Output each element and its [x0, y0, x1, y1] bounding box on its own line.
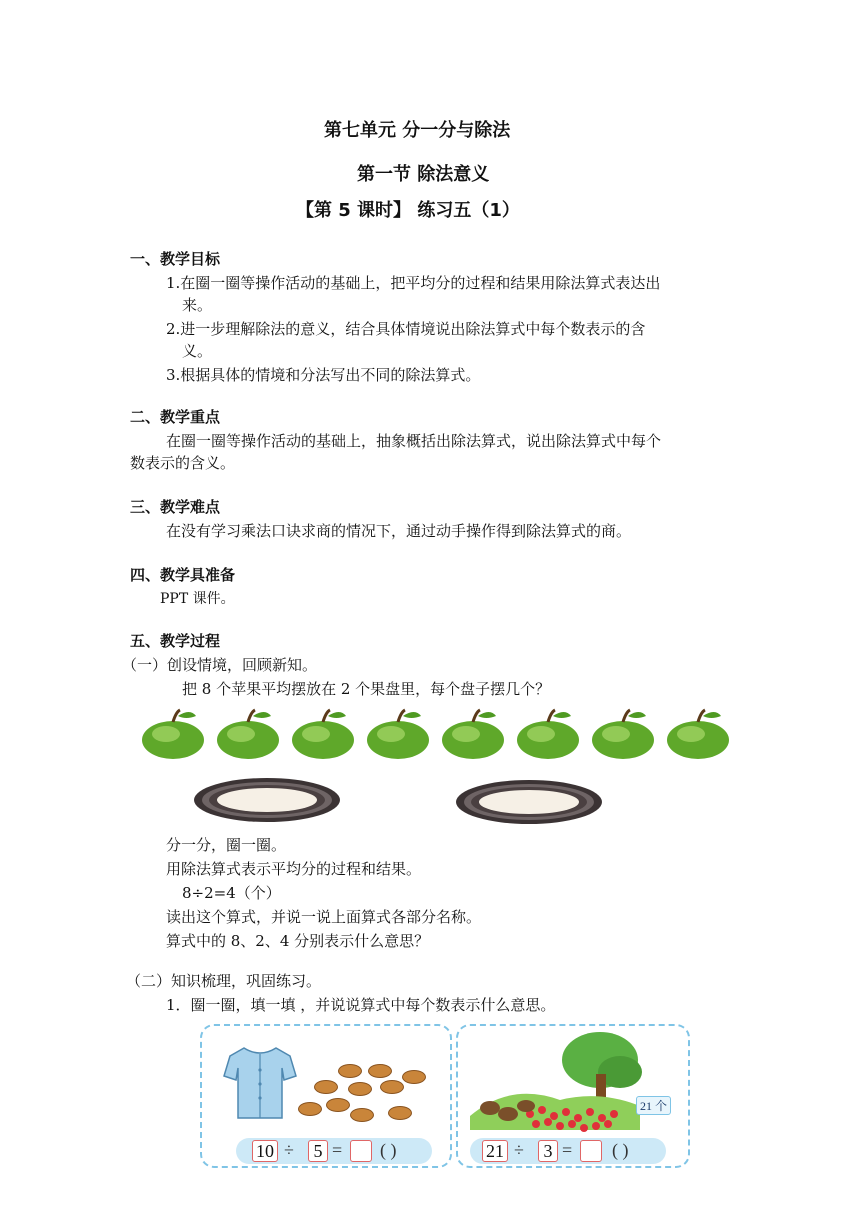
- lesson-title: 【第 5 课时】 练习五（1）: [296, 200, 520, 221]
- materials-text: PPT 课件。: [160, 591, 235, 607]
- process-heading: 五、教学过程: [130, 632, 221, 650]
- coin-icon: [350, 1108, 374, 1122]
- part2-title: （二）知识梳理，巩固练习。: [126, 972, 322, 990]
- unit-parentheses: ( ): [380, 1140, 397, 1160]
- part1-line: 用除法算式表示平均分的过程和结果。: [166, 860, 422, 878]
- apple-icon: [215, 706, 281, 760]
- materials-heading: 四、教学具准备: [130, 566, 236, 584]
- goal-item: 义。: [182, 342, 213, 360]
- coin-icon: [388, 1106, 412, 1120]
- coin-icon: [314, 1080, 338, 1094]
- dividend-box: 21: [482, 1140, 508, 1162]
- part1-line: 读出这个算式，并说一说上面算式各部分名称。: [166, 908, 482, 926]
- part1-line: 分一分，圈一圈。: [166, 836, 287, 854]
- unit-title: 第七单元 分一分与除法: [324, 120, 511, 141]
- part1-question: 把 8 个苹果平均摆放在 2 个果盘里，每个盘子摆几个？: [182, 680, 551, 698]
- dividend-box: 10: [252, 1140, 278, 1162]
- apple-icon: [440, 706, 506, 760]
- key-points-heading: 二、教学重点: [130, 408, 221, 426]
- coins-group: [298, 1058, 428, 1128]
- coin-icon: [326, 1098, 350, 1112]
- apple-icon: [590, 706, 656, 760]
- coin-icon: [402, 1070, 426, 1084]
- part1-equation: 8÷2=4（个）: [182, 884, 281, 902]
- apple-icon: [515, 706, 581, 760]
- apples-illustration: [140, 706, 740, 762]
- answer-box[interactable]: [350, 1140, 372, 1162]
- key-points-text: 在圈一圈等操作活动的基础上，抽象概括出除法算式，说出除法算式中每个: [166, 432, 662, 450]
- plate-icon: [454, 778, 604, 826]
- answer-box[interactable]: [580, 1140, 602, 1162]
- apple-icon: [140, 706, 206, 760]
- key-points-text: 数表示的含义。: [130, 454, 236, 472]
- divide-sign: ÷: [284, 1140, 294, 1160]
- goal-item: 1.在圈一圈等操作活动的基础上，把平均分的过程和结果用除法算式表达出: [166, 274, 661, 292]
- unit-parentheses: ( ): [612, 1140, 629, 1160]
- coin-icon: [368, 1064, 392, 1078]
- coin-icon: [338, 1064, 362, 1078]
- difficulties-text: 在没有学习乘法口诀求商的情况下，通过动手操作得到除法算式的商。: [166, 522, 632, 540]
- part1-title: （一）创设情境，回顾新知。: [122, 656, 318, 674]
- coin-icon: [298, 1102, 322, 1116]
- coin-icon: [348, 1082, 372, 1096]
- part2-task: 1．圈一圈，填一填 ，并说说算式中每个数表示什么意思。: [166, 996, 556, 1014]
- coin-icon: [380, 1080, 404, 1094]
- goals-heading: 一、教学目标: [130, 250, 221, 268]
- goal-item: 来。: [182, 296, 213, 314]
- tree-scene-icon: [470, 1030, 650, 1136]
- apple-icon: [290, 706, 356, 760]
- equals-sign: =: [562, 1140, 573, 1160]
- apple-count-tag: 21 个: [636, 1096, 671, 1115]
- exercise-illustration: [200, 1024, 690, 1170]
- goal-item: 3.根据具体的情境和分法写出不同的除法算式。: [166, 366, 481, 384]
- divisor-box: 5: [308, 1140, 328, 1162]
- section-title: 第一节 除法意义: [357, 164, 490, 185]
- difficulties-heading: 三、教学难点: [130, 498, 221, 516]
- shirt-icon: [222, 1044, 298, 1120]
- apple-icon: [665, 706, 731, 760]
- goal-item: 2.进一步理解除法的意义，结合具体情境说出除法算式中每个数表示的含: [166, 320, 646, 338]
- equals-sign: =: [332, 1140, 343, 1160]
- part1-line: 算式中的 8、2、4 分别表示什么意思？: [166, 932, 430, 950]
- plate-icon: [192, 776, 342, 824]
- divide-sign: ÷: [514, 1140, 524, 1160]
- divisor-box: 3: [538, 1140, 558, 1162]
- apple-icon: [365, 706, 431, 760]
